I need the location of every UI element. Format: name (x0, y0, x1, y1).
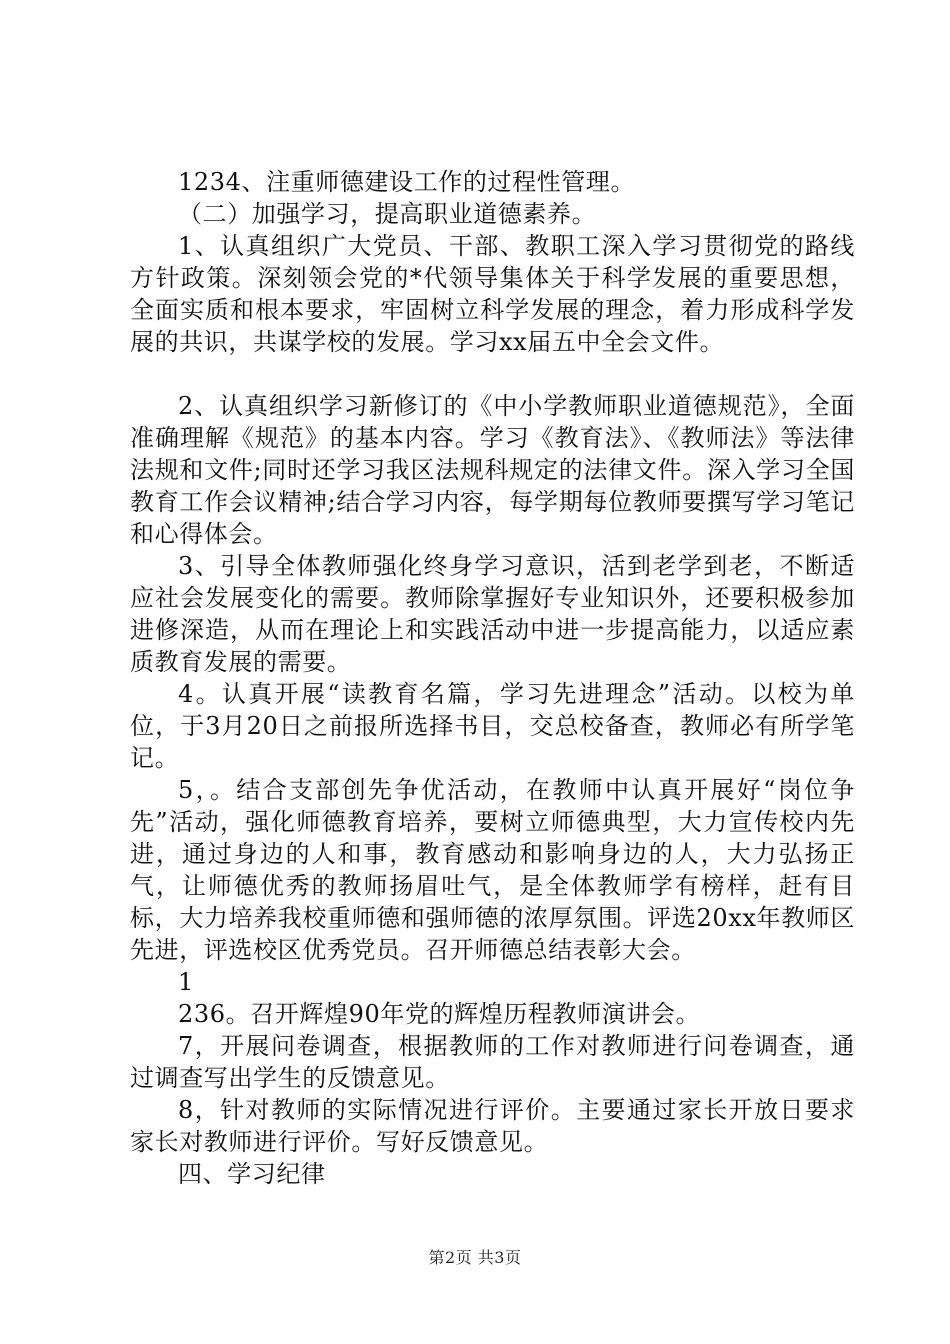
paragraph-study-2: 2、认真组织学习新修订的《中小学教师职业道德规范》，全面准确理解《规范》的基本内容。学习《教育法》、《教师法》等法律法规和文件;同时还学习我区法规科规定的法律文件。深入学习全国教育工作会议精神;结合学习内容，每学期每位教师要撰写学习笔记和心得体会。 (130, 392, 855, 548)
section-heading-4: 四、学习纪律 (178, 1160, 326, 1188)
paragraph-1: 1234、注重师德建设工作的过程性管理。 (178, 168, 636, 196)
page-marker: 1 (178, 968, 194, 996)
paragraph-study-5: 5，。结合支部创先争优活动，在教师中认真开展好“岗位争先”活动，强化师德教育培养，要树立师德典型，大力宣传校内先进，通过身边的人和事，教育感动和影响身边的人，大力弘扬正气，让师德优秀的教师扬眉吐气，是全体教师学有榜样，赶有目标，大力培养我校重师德和强师德的浓厚氛围。评选20xx年教师区先进，评选校区优秀党员。召开师德总结表彰大会。 (130, 776, 855, 964)
paragraph-study-3: 3、引导全体教师强化终身学习意识，活到老学到老，不断适应社会发展变化的需要。教师除掌握好专业知识外，还要积极参加进修深造，从而在理论上和实践活动中进一步提高能力，以适应素质教育发展的需要。 (130, 552, 855, 676)
paragraph-study-4: 4。认真开展“读教育名篇，学习先进理念”活动。以校为单位，于3月20日之前报所选择书目，交总校备查，教师必有所学笔记。 (130, 680, 855, 772)
paragraph-study-1: 1、认真组织广大党员、干部、教职工深入学习贯彻党的路线方针政策。深刻领会党的*代领导集体关于科学发展的重要思想，全面实质和根本要求，牢固树立科学发展的理念，着力形成科学发展的共识，共谋学校的发展。学习xx届五中全会文件。 (130, 232, 855, 356)
section-heading-2: （二）加强学习，提高职业道德素养。 (178, 200, 597, 228)
document-body (130, 166, 855, 1190)
page-footer: 第2页 共3页 (428, 1248, 522, 1267)
paragraph-gap (130, 358, 855, 390)
paragraph-study-6: 236。召开辉煌90年党的辉煌历程教师演讲会。 (178, 1000, 701, 1028)
paragraph-study-8: 8，针对教师的实际情况进行评价。主要通过家长开放日要求家长对教师进行评价。写好反馈意见。 (130, 1096, 855, 1156)
paragraph-study-7: 7，开展问卷调查，根据教师的工作对教师进行问卷调查，通过调查写出学生的反馈意见。 (130, 1032, 855, 1092)
